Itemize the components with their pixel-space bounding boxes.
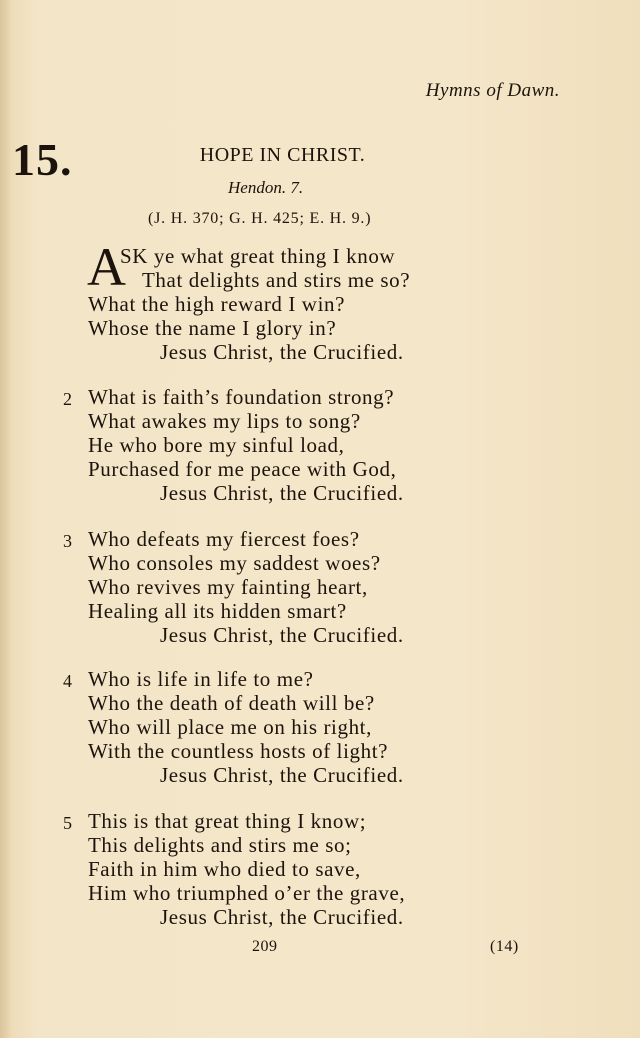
stanza-5-line-1: This is that great thing I know;: [88, 809, 367, 833]
drop-cap: A: [87, 237, 126, 297]
stanza-3-line-1: Who defeats my fiercest foes?: [88, 527, 360, 551]
stanza-5-line-4: Him who triumphed o’er the grave,: [88, 881, 406, 905]
stanza-4-line-2: Who the death of death will be?: [88, 691, 375, 715]
stanza-5-line-3: Faith in him who died to save,: [88, 857, 361, 881]
stanza-2-number: 2: [63, 389, 72, 409]
stanza-1-line-2: That delights and stirs me so?: [142, 268, 411, 292]
stanza-1-line-3: What the high reward I win?: [88, 292, 346, 316]
stanza-5-number: 5: [63, 813, 72, 833]
signature-mark: (14): [490, 938, 519, 955]
stanza-3-refrain: Jesus Christ, the Crucified.: [160, 623, 404, 647]
stanza-4-line-3: Who will place me on his right,: [88, 715, 372, 739]
running-header: Hymns of Dawn.: [425, 80, 560, 101]
hymnal-references: (J. H. 370; G. H. 425; E. H. 9.): [148, 210, 372, 227]
stanza-2-line-4: Purchased for me peace with God,: [88, 457, 397, 481]
page-number: 209: [252, 938, 278, 955]
hymn-title-text: HOPE IN CHRIST.: [199, 144, 366, 166]
hymn-number: 15.: [12, 134, 73, 185]
hymn-title: [0, 144, 565, 167]
stanza-2-line-3: He who bore my sinful load,: [88, 433, 345, 457]
stanza-3-line-3: Who revives my fainting heart,: [88, 575, 368, 599]
stanza-5-line-2: This delights and stirs me so;: [88, 833, 352, 857]
stanza-4-line-1: Who is life in life to me?: [88, 667, 314, 691]
tune-name: Hendon. 7.: [228, 178, 304, 197]
stanza-3-line-4: Healing all its hidden smart?: [88, 599, 347, 623]
stanza-4-line-4: With the countless hosts of light?: [88, 739, 389, 763]
stanza-3-line-2: Who consoles my saddest woes?: [88, 551, 381, 575]
stanza-4-refrain: Jesus Christ, the Crucified.: [160, 763, 404, 787]
stanza-3-number: 3: [63, 531, 72, 551]
stanza-1-line-1: SK ye what great thing I know: [120, 244, 396, 268]
stanza-1-refrain: Jesus Christ, the Crucified.: [160, 340, 404, 364]
stanza-2-refrain: Jesus Christ, the Crucified.: [160, 481, 404, 505]
stanza-2-line-2: What awakes my lips to song?: [88, 409, 361, 433]
stanza-1-line-4: Whose the name I glory in?: [88, 316, 337, 340]
stanza-4-number: 4: [63, 671, 72, 691]
stanza-2-line-1: What is faith’s foundation strong?: [88, 385, 395, 409]
stanza-5-refrain: Jesus Christ, the Crucified.: [160, 905, 404, 929]
